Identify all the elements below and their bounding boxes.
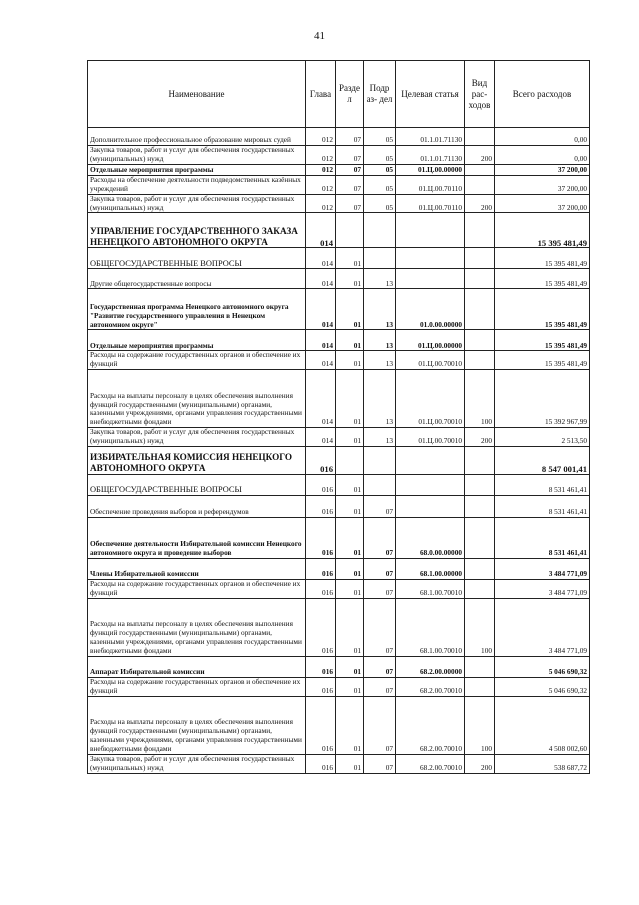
- row-section: 01: [336, 330, 364, 351]
- row-type: [465, 289, 495, 330]
- row-name: Члены Избирательной комиссии: [88, 559, 306, 580]
- row-chapter: 014: [306, 213, 336, 248]
- row-section: 01: [336, 559, 364, 580]
- row-target: 68.2.00.00000: [396, 656, 465, 677]
- row-name: УПРАВЛЕНИЕ ГОСУДАРСТВЕННОГО ЗАКАЗА НЕНЕЦКОГО АВТОНОМНОГО ОКРУГА: [88, 213, 306, 248]
- row-subsection: 13: [364, 351, 396, 370]
- row-target: [396, 496, 465, 518]
- row-chapter: 016: [306, 496, 336, 518]
- row-section: [336, 447, 364, 475]
- header-row: [88, 61, 590, 128]
- row-total: 8 531 461,41: [495, 475, 590, 496]
- row-section: 07: [336, 128, 364, 146]
- row-type: [465, 518, 495, 559]
- row-subsection: 07: [364, 518, 396, 559]
- table-row: [88, 696, 590, 754]
- row-target: 01.Ц.00.70110: [396, 194, 465, 213]
- row-chapter: 014: [306, 428, 336, 447]
- row-chapter: 016: [306, 656, 336, 677]
- row-target: [396, 269, 465, 289]
- row-total: 3 484 771,09: [495, 580, 590, 599]
- table-row: [88, 496, 590, 518]
- row-target: 68.1.00.70010: [396, 598, 465, 656]
- row-chapter: 012: [306, 164, 336, 175]
- row-chapter: 014: [306, 248, 336, 269]
- table-row: [88, 194, 590, 213]
- row-target: 68.1.00.00000: [396, 559, 465, 580]
- row-type: 200: [465, 428, 495, 447]
- row-total: 5 046 690,32: [495, 656, 590, 677]
- row-name: Расходы на содержание государственных органов и обеспечение их функций: [88, 677, 306, 696]
- row-total: 4 508 002,60: [495, 696, 590, 754]
- row-target: 68.1.00.70010: [396, 580, 465, 599]
- row-total: 8 547 001,41: [495, 447, 590, 475]
- row-subsection: 05: [364, 194, 396, 213]
- row-subsection: 07: [364, 580, 396, 599]
- row-name: ОБЩЕГОСУДАРСТВЕННЫЕ ВОПРОСЫ: [88, 475, 306, 496]
- header-name: Наименование: [88, 61, 306, 128]
- table-row: [88, 164, 590, 175]
- row-target: 01.Ц.00.70010: [396, 351, 465, 370]
- table-row: [88, 518, 590, 559]
- row-section: 01: [336, 754, 364, 773]
- row-target: 68.2.00.70010: [396, 754, 465, 773]
- table-row: [88, 248, 590, 269]
- row-name: Закупка товаров, работ и услуг для обеспечения государственных (муниципальных) нужд: [88, 754, 306, 773]
- table-row: [88, 475, 590, 496]
- row-target: 01.Ц.00.70010: [396, 370, 465, 428]
- row-type: 100: [465, 598, 495, 656]
- row-total: 538 687,72: [495, 754, 590, 773]
- table-row: [88, 269, 590, 289]
- row-section: 01: [336, 289, 364, 330]
- row-subsection: [364, 213, 396, 248]
- row-subsection: 05: [364, 128, 396, 146]
- row-subsection: 07: [364, 656, 396, 677]
- row-section: 07: [336, 164, 364, 175]
- table-row: [88, 559, 590, 580]
- row-subsection: 07: [364, 677, 396, 696]
- row-section: 01: [336, 370, 364, 428]
- table-row: [88, 146, 590, 165]
- row-target: [396, 248, 465, 269]
- row-name: Расходы на обеспечение деятельности подведомственных казённых учреждений: [88, 175, 306, 194]
- row-subsection: 05: [364, 164, 396, 175]
- row-total: 15 392 967,99: [495, 370, 590, 428]
- row-target: [396, 475, 465, 496]
- row-chapter: 014: [306, 330, 336, 351]
- row-type: [465, 175, 495, 194]
- row-name: Аппарат Избирательной комиссии: [88, 656, 306, 677]
- row-type: [465, 656, 495, 677]
- row-chapter: 014: [306, 351, 336, 370]
- row-chapter: 016: [306, 580, 336, 599]
- row-type: [465, 580, 495, 599]
- table-row: [88, 289, 590, 330]
- row-type: [465, 447, 495, 475]
- table-row: [88, 754, 590, 773]
- row-chapter: 016: [306, 475, 336, 496]
- header-subsection: Подр аз- дел: [364, 61, 396, 128]
- row-target: 01.1.01.71130: [396, 146, 465, 165]
- row-chapter: 012: [306, 175, 336, 194]
- row-subsection: 13: [364, 370, 396, 428]
- row-total: 15 395 481,49: [495, 351, 590, 370]
- row-section: 01: [336, 475, 364, 496]
- row-type: 100: [465, 370, 495, 428]
- row-chapter: 016: [306, 598, 336, 656]
- row-total: 8 531 461,41: [495, 496, 590, 518]
- row-chapter: 012: [306, 128, 336, 146]
- row-chapter: 014: [306, 370, 336, 428]
- row-name: Дополнительное профессиональное образование мировых судей: [88, 128, 306, 146]
- row-total: 15 395 481,49: [495, 269, 590, 289]
- row-subsection: [364, 248, 396, 269]
- row-target: 68.2.00.70010: [396, 677, 465, 696]
- row-section: [336, 213, 364, 248]
- row-type: [465, 330, 495, 351]
- table-row: [88, 351, 590, 370]
- row-chapter: 016: [306, 447, 336, 475]
- row-name: Обеспечение деятельности Избирательной комиссии Ненецкого автономного округа и проведение выборов: [88, 518, 306, 559]
- row-name: Закупка товаров, работ и услуг для обеспечения государственных (муниципальных) нужд: [88, 428, 306, 447]
- row-section: 01: [336, 677, 364, 696]
- row-chapter: 016: [306, 754, 336, 773]
- row-chapter: 012: [306, 194, 336, 213]
- row-subsection: 05: [364, 175, 396, 194]
- row-type: [465, 269, 495, 289]
- row-target: 68.2.00.70010: [396, 696, 465, 754]
- row-name: Закупка товаров, работ и услуг для обеспечения государственных (муниципальных) нужд: [88, 146, 306, 165]
- row-total: 37 200,00: [495, 175, 590, 194]
- row-type: [465, 351, 495, 370]
- row-chapter: 016: [306, 518, 336, 559]
- row-type: 200: [465, 146, 495, 165]
- row-target: 01.Ц.00.00000: [396, 164, 465, 175]
- row-chapter: 016: [306, 559, 336, 580]
- row-type: [465, 475, 495, 496]
- row-subsection: 13: [364, 269, 396, 289]
- header-total: Всего расходов: [495, 61, 590, 128]
- row-name: Расходы на содержание государственных органов и обеспечение их функций: [88, 351, 306, 370]
- header-section: Разде л: [336, 61, 364, 128]
- row-section: 07: [336, 146, 364, 165]
- row-target: 01.1.01.71130: [396, 128, 465, 146]
- row-target: 01.Ц.00.70110: [396, 175, 465, 194]
- header-type: Вид рас- ходов: [465, 61, 495, 128]
- table-row: [88, 598, 590, 656]
- row-total: 0,00: [495, 128, 590, 146]
- row-section: 07: [336, 194, 364, 213]
- row-name: Государственная программа Ненецкого автономного округа "Развитие государственного управления в Ненецком автономном округе": [88, 289, 306, 330]
- row-section: 01: [336, 580, 364, 599]
- row-chapter: 016: [306, 677, 336, 696]
- row-name: ИЗБИРАТЕЛЬНАЯ КОМИССИЯ НЕНЕЦКОГО АВТОНОМНОГО ОКРУГА: [88, 447, 306, 475]
- row-name: Расходы на выплаты персоналу в целях обеспечения выполнения функций государственными (муниципальными) органами, казенными учреждениями, органами управления государственными внебюджетными фондами: [88, 696, 306, 754]
- row-subsection: 13: [364, 289, 396, 330]
- row-chapter: 014: [306, 289, 336, 330]
- row-name: Отдельные мероприятия программы: [88, 164, 306, 175]
- row-subsection: 07: [364, 496, 396, 518]
- header-chapter: Глава: [306, 61, 336, 128]
- table-body: [88, 128, 590, 774]
- row-type: [465, 496, 495, 518]
- row-subsection: 05: [364, 146, 396, 165]
- row-section: 01: [336, 428, 364, 447]
- row-target: [396, 447, 465, 475]
- row-type: 200: [465, 194, 495, 213]
- row-type: 100: [465, 696, 495, 754]
- row-name: Расходы на содержание государственных органов и обеспечение их функций: [88, 580, 306, 599]
- row-name: Расходы на выплаты персоналу в целях обеспечения выполнения функций государственными (муниципальными) органами, казенными учреждениями, органами управления государственными внебюджетными фондами: [88, 370, 306, 428]
- row-section: 01: [336, 351, 364, 370]
- row-name: Расходы на выплаты персоналу в целях обеспечения выполнения функций государственными (муниципальными) органами, казенными учреждениями, органами управления государственными внебюджетными фондами: [88, 598, 306, 656]
- row-subsection: 07: [364, 559, 396, 580]
- row-target: 01.Ц.00.70010: [396, 428, 465, 447]
- row-subsection: 13: [364, 330, 396, 351]
- row-total: 15 395 481,49: [495, 213, 590, 248]
- row-type: [465, 128, 495, 146]
- row-total: 15 395 481,49: [495, 330, 590, 351]
- row-section: 01: [336, 248, 364, 269]
- row-name: Закупка товаров, работ и услуг для обеспечения государственных (муниципальных) нужд: [88, 194, 306, 213]
- row-type: [465, 559, 495, 580]
- row-target: 68.0.00.00000: [396, 518, 465, 559]
- row-name: Другие общегосударственные вопросы: [88, 269, 306, 289]
- row-chapter: 012: [306, 146, 336, 165]
- row-name: Обеспечение проведения выборов и референдумов: [88, 496, 306, 518]
- row-subsection: [364, 447, 396, 475]
- row-total: 3 484 771,09: [495, 598, 590, 656]
- row-type: [465, 164, 495, 175]
- row-name: Отдельные мероприятия программы: [88, 330, 306, 351]
- row-subsection: 13: [364, 428, 396, 447]
- budget-table: [87, 60, 590, 774]
- row-total: 37 200,00: [495, 194, 590, 213]
- table-row: [88, 213, 590, 248]
- row-section: 01: [336, 656, 364, 677]
- row-type: 200: [465, 754, 495, 773]
- row-total: 5 046 690,32: [495, 677, 590, 696]
- row-type: [465, 248, 495, 269]
- row-target: 01.0.00.00000: [396, 289, 465, 330]
- page-number: 41: [314, 30, 325, 42]
- row-section: 07: [336, 175, 364, 194]
- table-row: [88, 447, 590, 475]
- row-target: 01.Ц.00.00000: [396, 330, 465, 351]
- table-row: [88, 656, 590, 677]
- row-subsection: [364, 475, 396, 496]
- row-name: ОБЩЕГОСУДАРСТВЕННЫЕ ВОПРОСЫ: [88, 248, 306, 269]
- row-chapter: 014: [306, 269, 336, 289]
- row-section: 01: [336, 496, 364, 518]
- row-total: 0,00: [495, 146, 590, 165]
- row-subsection: 07: [364, 696, 396, 754]
- row-target: [396, 213, 465, 248]
- table-row: [88, 677, 590, 696]
- row-subsection: 07: [364, 754, 396, 773]
- table-row: [88, 370, 590, 428]
- row-total: 37 200,00: [495, 164, 590, 175]
- header-target: Целевая статья: [396, 61, 465, 128]
- row-section: 01: [336, 269, 364, 289]
- row-chapter: 016: [306, 696, 336, 754]
- table-row: [88, 330, 590, 351]
- table-row: [88, 580, 590, 599]
- row-total: 3 484 771,09: [495, 559, 590, 580]
- row-total: 15 395 481,49: [495, 248, 590, 269]
- row-section: 01: [336, 696, 364, 754]
- row-type: [465, 677, 495, 696]
- row-total: 8 531 461,41: [495, 518, 590, 559]
- row-subsection: 07: [364, 598, 396, 656]
- row-section: 01: [336, 518, 364, 559]
- row-total: 15 395 481,49: [495, 289, 590, 330]
- row-total: 2 513,50: [495, 428, 590, 447]
- table-row: [88, 428, 590, 447]
- table-row: [88, 175, 590, 194]
- row-section: 01: [336, 598, 364, 656]
- table-row: [88, 128, 590, 146]
- row-type: [465, 213, 495, 248]
